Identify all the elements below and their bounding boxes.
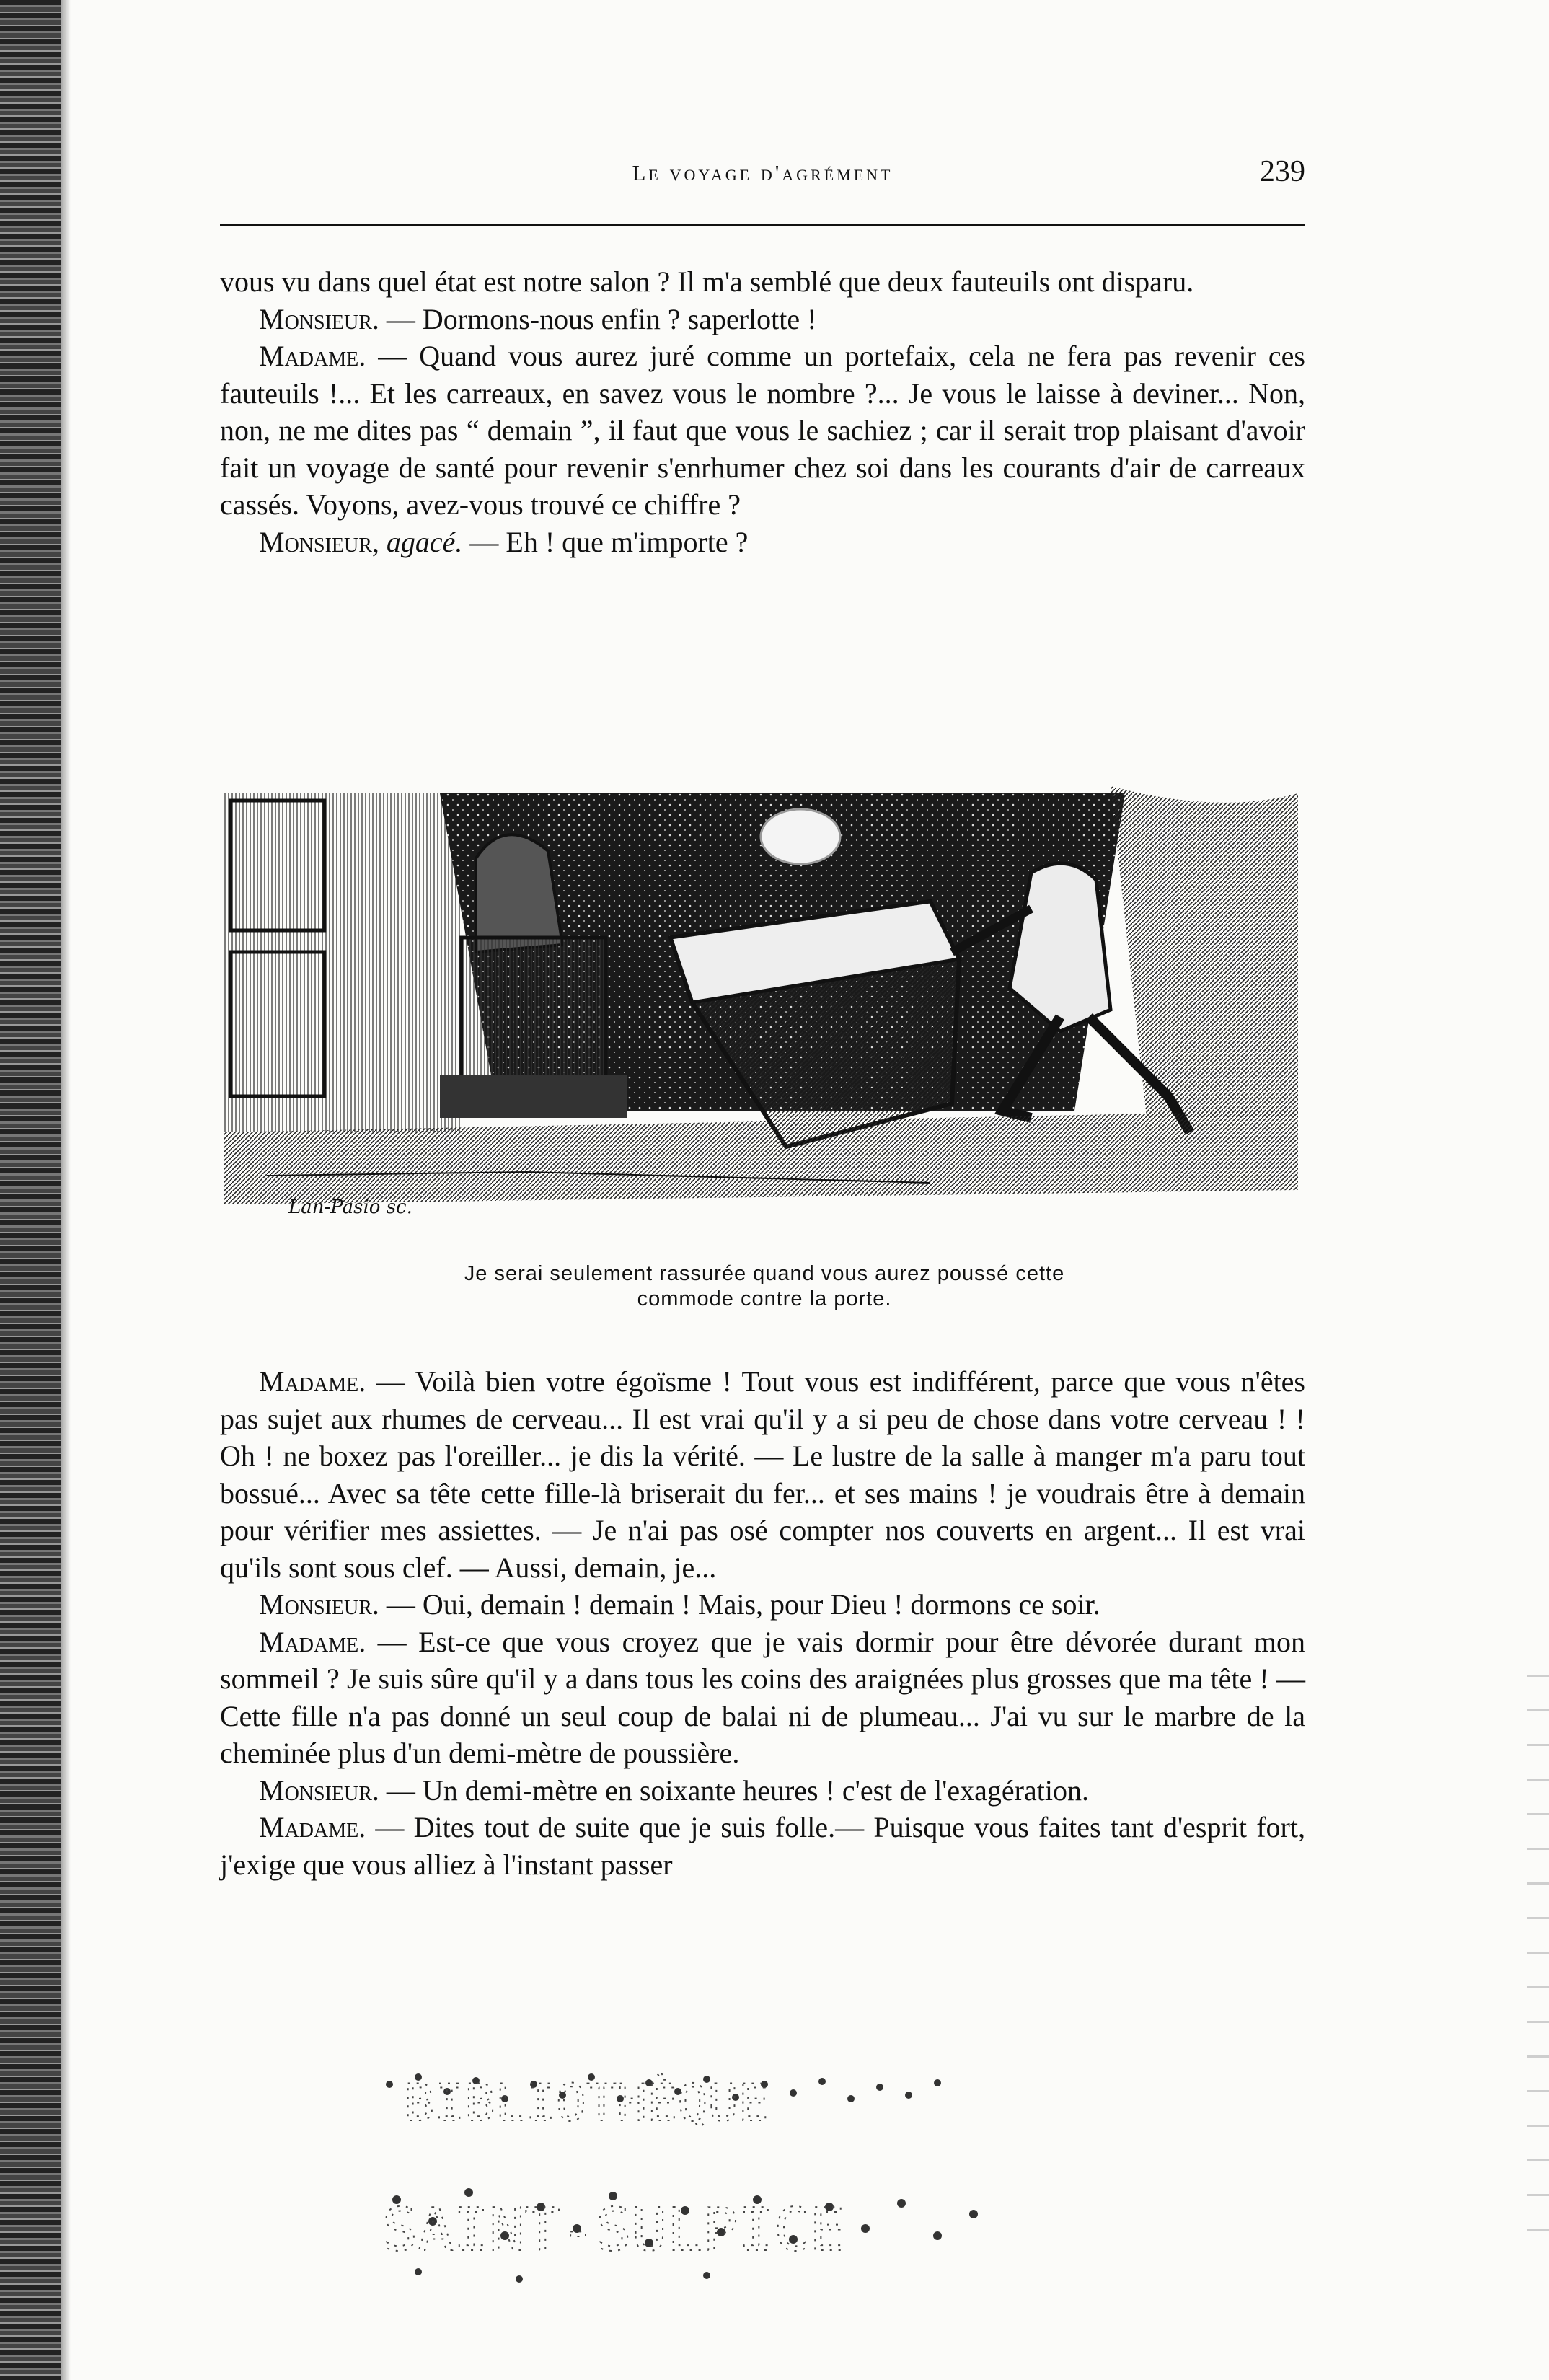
speaker-name: Monsieur.: [259, 1588, 379, 1621]
paragraph-text: — Dites tout de suite que je suis folle.— Puisque vous faites tant d'esprit fort, j'exige que vous alliez à l'instant passer: [220, 1811, 1305, 1881]
moon-glow: [761, 809, 840, 864]
engraving-illustration: [224, 772, 1298, 1228]
running-title: Le voyage d'agrément: [632, 160, 893, 185]
speaker-name: Madame.: [259, 1811, 366, 1843]
speaker-name: Madame.: [259, 1625, 366, 1658]
scan-speckle: [1527, 1659, 1549, 2250]
paragraph: [220, 1623, 1305, 1772]
paragraph: [220, 1809, 1305, 1883]
page-number: 239: [1260, 155, 1305, 188]
paragraph: [220, 1586, 1305, 1623]
stamp-line-1: [404, 2073, 769, 2133]
paragraph: [220, 301, 1305, 338]
paragraph: [220, 263, 1305, 301]
paragraph-text: — Oui, demain ! demain ! Mais, pour Dieu ! dormons ce soir.: [379, 1588, 1100, 1621]
paragraph-text: — Quand vous aurez juré comme un portefaix, cela ne fera pas revenir ces fauteuils !... Et les carreaux, en savez vous le nombre ?... Je vous le laisse à deviner... Non, non, ne me dites pas “ demain ”, il faut que vous le sachiez ; car il serait trop plaisant d'avoir fait un voyage de santé pour revenir s'enrhumer chez soi dans les courants d'air de carreaux cassés. Voyons, avez-vous trouvé ce chiffre ?: [220, 340, 1305, 521]
engraving-drawing: [224, 772, 1298, 1228]
perforation-dots: [375, 2055, 1010, 2293]
paragraph: [220, 524, 1305, 561]
page-header: [220, 154, 1305, 199]
woman-figure: [476, 834, 562, 952]
header-rule: [220, 224, 1305, 226]
paragraph-text: — Un demi-mètre en soixante heures ! c'est de l'exagération.: [379, 1773, 1089, 1807]
illustration-caption: [317, 1261, 1212, 1312]
speaker-name: Monsieur,: [259, 525, 379, 558]
speaker-name: Madame.: [259, 1365, 366, 1398]
paragraph: [220, 1772, 1305, 1810]
engraver-signature: Lan-Pasio sc.: [288, 1196, 412, 1218]
paragraph-text: — Est-ce que vous croyez que je vais dormir pour être dévorée durant mon sommeil ? Je suis sûre qu'il y a dans tous les coins des araignées plus grosses que ma tête ! — Cette fille n'a pas donné un seul coup de balai ni de plumeau... J'ai vu sur le marbre de la cheminée plus d'un demi-mètre de poussière.: [220, 1625, 1305, 1769]
caption-line: Je serai seulement rassurée quand vous aurez poussé cette: [464, 1262, 1065, 1285]
dialogue-bottom: [220, 1363, 1305, 1883]
paragraph: [220, 338, 1305, 524]
paragraph-text: vous vu dans quel état est notre salon ? Il m'a semblé que deux fauteuils ont disparu.: [220, 265, 1194, 298]
book-binding-edge: [0, 0, 61, 2380]
paragraph: [220, 1363, 1305, 1586]
stamp-line-2: [382, 2196, 845, 2265]
speaker-name: Monsieur.: [259, 1773, 379, 1807]
dialogue-top: [220, 263, 1305, 560]
speaker-name: Monsieur.: [259, 302, 379, 335]
paragraph-text: — Dormons-nous enfin ? saperlotte !: [379, 302, 817, 335]
paragraph-text: — Voilà bien votre égoïsme ! Tout vous est indifférent, parce que vous n'êtes pas sujet aux rhumes de cerveau... Il est vrai qu'il y a si peu de chose dans votre cerveau ! ! Oh ! ne boxez pas l'oreiller... je dis la vérité. — Le lustre de la salle à manger m'a paru tout bossué... Avec sa tête cette fille-là briserait du fer... et ses mains ! je voudrais être à demain pour vérifier mes assiettes. — Je n'ai pas osé compter nos couverts en argent... Il est vrai qu'ils sont sous clef. — Aussi, demain, je...: [220, 1365, 1305, 1584]
stage-direction: agacé.: [386, 525, 463, 558]
caption-line: commode contre la porte.: [637, 1287, 892, 1310]
perforated-library-stamp: [375, 2055, 1010, 2293]
speaker-name: Madame.: [259, 340, 366, 372]
bed: [462, 938, 606, 1089]
paragraph-text: — Eh ! que m'importe ?: [462, 525, 749, 558]
